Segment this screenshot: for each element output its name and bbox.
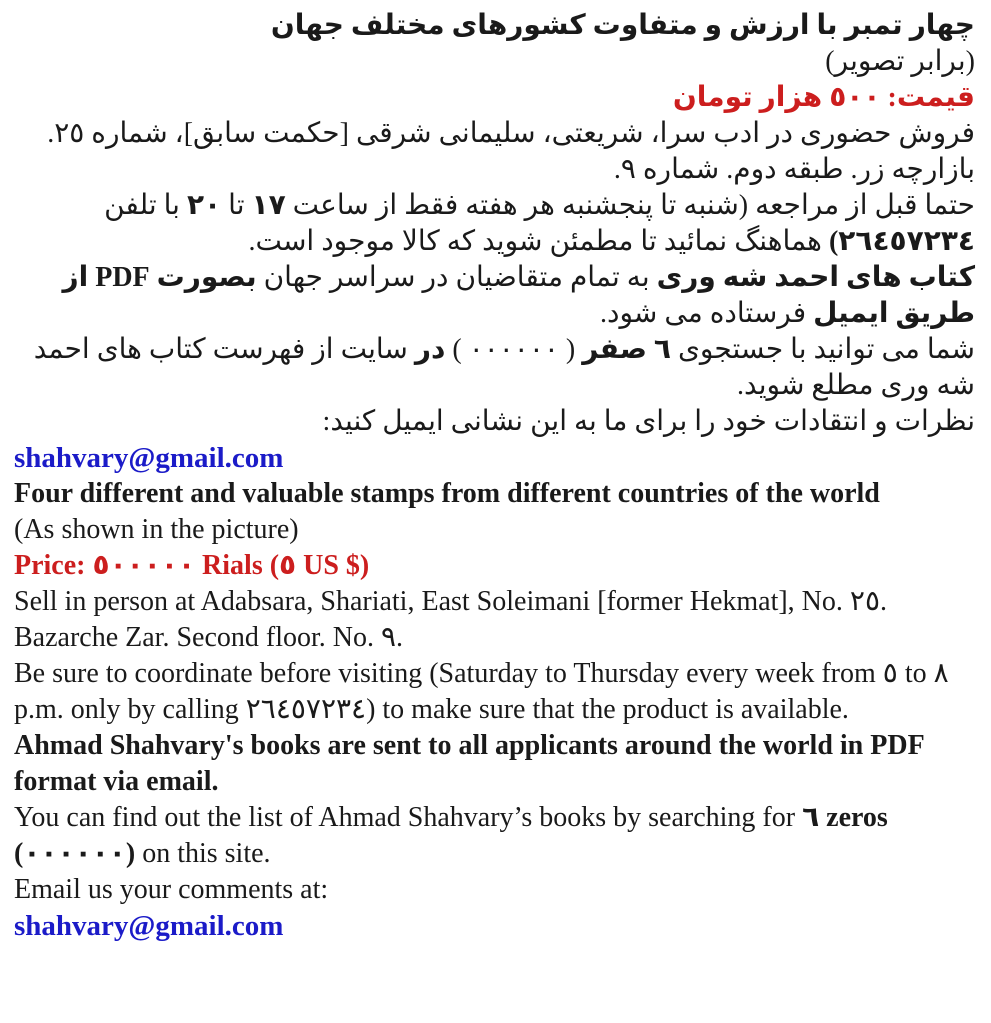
en-books-info: Ahmad Shahvary's books are sent to all applicants around the world in PDF format via email.: [14, 730, 924, 797]
six-zeros-segment: ٦ zeros (٠٠٠٠٠٠): [14, 802, 888, 869]
six-zeros-segment: ٦ صفر: [582, 334, 671, 365]
en-sell-location: Sell in person at Adabsara, Shariati, East Soleimani [former Hekmat], No. ٢٥. Bazarche Zar. Second floor. No. ٩.: [14, 586, 887, 653]
fa-books-info: [14, 260, 975, 332]
en-title: Four different and valuable stamps from different countries of the world: [14, 478, 880, 509]
hour-from: ١٧: [251, 190, 286, 221]
text-segment: شما می توانید با جستجوی: [670, 334, 975, 365]
text-segment: on this site.: [135, 838, 271, 869]
fa-price: قیمت: ٥٠٠ هزار تومان: [672, 82, 975, 113]
en-coordination-note: Be sure to coordinate before visiting (Saturday to Thursday every week from ٥ to ٨ p.m. only by calling ٢٦٤٥٧٢٣٤) to make sure that the product is available.: [14, 658, 949, 725]
email-link-top[interactable]: shahvary@gmail.com: [14, 442, 284, 474]
author-books-segment: کتاب های احمد شه وری: [656, 262, 975, 293]
fa-search-info: [14, 332, 975, 404]
text-segment: در: [414, 334, 446, 365]
fa-title: چهار تمبر با ارزش و متفاوت کشورهای مختلف جهان: [270, 10, 975, 41]
text-segment: تا: [221, 190, 252, 221]
en-picture-note: (As shown in the picture): [14, 514, 299, 545]
text-segment: حتما قبل از مراجعه (شنبه تا پنجشنبه هر هفته فقط از ساعت: [285, 190, 975, 221]
phone-number: ٢٦٤٥٧٢٣٤): [828, 226, 975, 257]
en-search-info: [14, 800, 975, 872]
fa-comments-prompt: نظرات و انتقادات خود را برای ما به این نشانی ایمیل کنید:: [322, 406, 975, 437]
en-price: Price: ٥٠٠٠٠٠ Rials (٥ US $): [14, 550, 370, 581]
text-segment: به تمام متقاضیان در سراسر جهان: [256, 262, 657, 293]
via-email-segment: از طریق ایمیل: [62, 262, 975, 329]
text-segment: فرستاده می شود.: [599, 298, 814, 329]
hour-to: ٢٠: [186, 190, 222, 221]
email-link-bottom[interactable]: shahvary@gmail.com: [14, 910, 284, 942]
text-segment: هماهنگ نمائید تا مطمئن شوید که کالا موجود است.: [248, 226, 829, 257]
pdf-format-segment: بصورت PDF: [88, 262, 257, 293]
text-segment: با تلفن: [104, 190, 187, 221]
text-segment: سایت از فهرست کتاب های احمد شه وری مطلع شوید.: [33, 334, 975, 401]
fa-coordination-note: [14, 188, 975, 260]
text-segment: You can find out the list of Ahmad Shahvary’s books by searching for: [14, 802, 803, 833]
zeros-value: ( ٠٠٠٠٠٠ ): [445, 334, 583, 365]
en-comments-prompt: Email us your comments at:: [14, 874, 329, 905]
fa-sell-location: فروش حضوری در ادب سرا، شریعتی، سلیمانی شرقی [حکمت سابق]، شماره ٢٥. بازارچه زر. طبقه دوم. شماره ٩.: [47, 118, 975, 185]
fa-picture-note: (برابر تصویر): [825, 46, 975, 77]
